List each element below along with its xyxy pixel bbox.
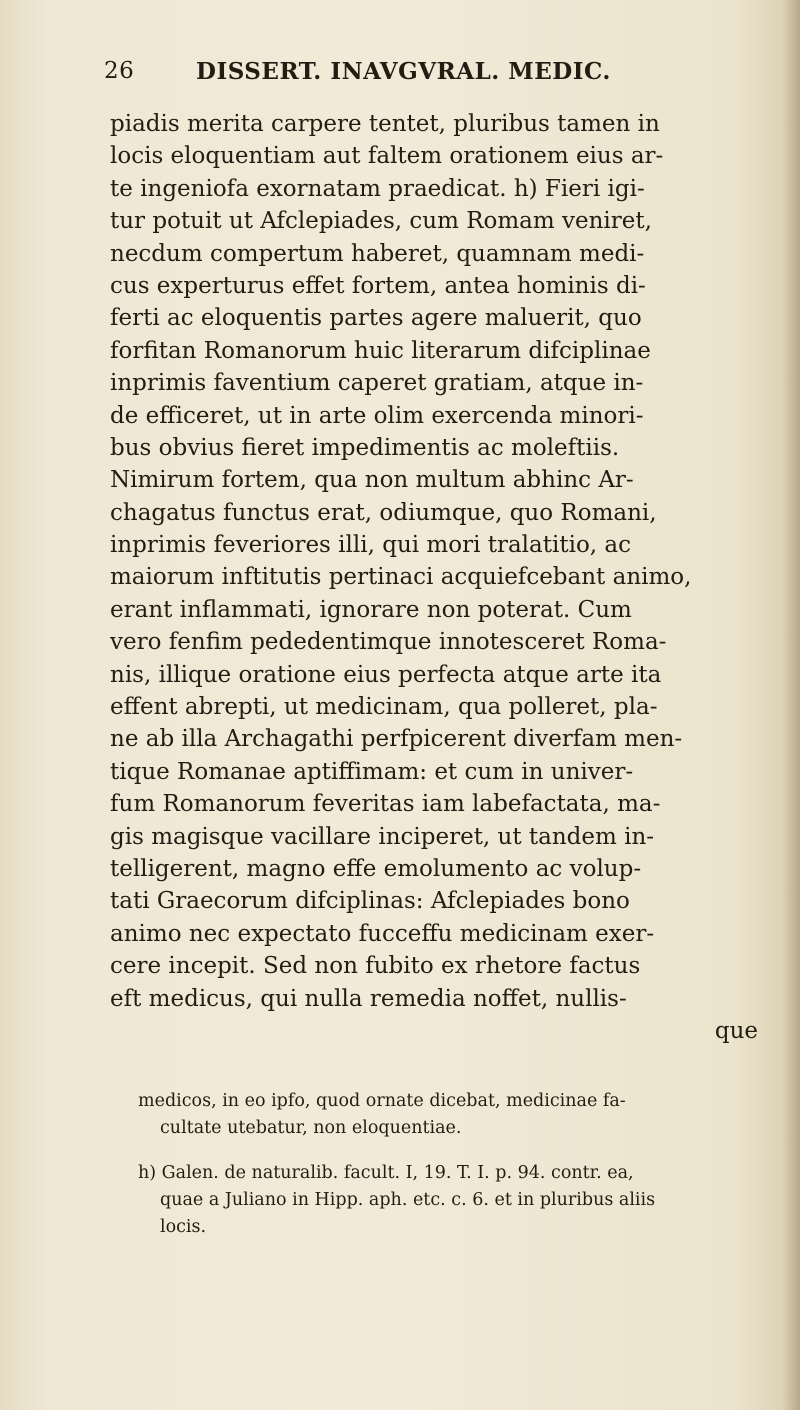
footnote-line: h) Galen. de naturalib. facult. I, 19. T. I. p. 94. contr. ea, <box>138 1163 634 1183</box>
text-line: Nimirum fortem, qua non multum abhinc Ar- <box>110 467 634 494</box>
footnote <box>138 1088 758 1142</box>
text-line: vero fenfim pededentimque innotesceret Roma- <box>110 629 667 656</box>
text-line: locis eloquentiam aut faltem orationem eius ar- <box>110 143 664 170</box>
text-line: de efficeret, ut in arte olim exercenda minori- <box>110 402 644 429</box>
text-line: fum Romanorum feveritas iam labefactata, ma- <box>110 791 661 818</box>
footnote-line: locis. <box>160 1217 207 1237</box>
text-line: eft medicus, qui nulla remedia noffet, nullis- <box>110 985 627 1012</box>
text-line: chagatus functus erat, odiumque, quo Romani, <box>110 499 657 526</box>
text-line: forfitan Romanorum huic literarum difciplinae <box>110 337 651 364</box>
page-number: 26 <box>104 58 135 84</box>
text-line: telligerent, magno effe emolumento ac volup- <box>110 855 642 882</box>
text-line: necdum compertum haberet, quamnam medi- <box>110 240 645 267</box>
text-line: cus experturus effet fortem, antea hominis di- <box>110 272 646 299</box>
text-line: tur potuit ut Afclepiades, cum Romam veniret, <box>110 208 652 235</box>
main-text <box>110 108 758 1047</box>
footnote-line: quae a Juliano in Hipp. aph. etc. c. 6. et in pluribus aliis <box>160 1190 656 1210</box>
text-line: ferti ac eloquentis partes agere maluerit, quo <box>110 305 642 332</box>
text-line: piadis merita carpere tentet, pluribus tamen in <box>110 111 660 137</box>
text-line: maiorum inftitutis pertinaci acquiefcebant animo, <box>110 564 692 591</box>
text-line: bus obvius fieret impedimentis ac moleftiis. <box>110 434 620 461</box>
page-edge <box>782 0 800 1410</box>
footnote-line: medicos, in eo ipfo, quod ornate dicebat, medicinae fa- <box>138 1091 626 1111</box>
text-line: animo nec expectato fucceffu medicinam exer- <box>110 920 655 947</box>
text-line: gis magisque vacillare inciperet, ut tandem in- <box>110 823 655 850</box>
text-line: inprimis faventium caperet gratiam, atque in- <box>110 370 644 397</box>
footnote <box>138 1160 758 1241</box>
text-line: ne ab illa Archagathi perfpicerent diverfam men- <box>110 726 683 753</box>
text-line: inprimis feveriores illi, qui mori tralatitio, ac <box>110 532 632 559</box>
text-line: tati Graecorum difciplinas: Afclepiades bono <box>110 888 630 915</box>
text-line: cere incepit. Sed non fubito ex rhetore factus <box>110 953 641 980</box>
running-header <box>104 58 704 92</box>
footnote-line: cultate utebatur, non eloquentiae. <box>160 1118 462 1138</box>
text-line: erant inflammati, ignorare non poterat. Cum <box>110 596 632 623</box>
text-line: te ingeniofa exornatam praedicat. h) Fieri igi- <box>110 175 645 202</box>
text-line: nis, illique oratione eius perfecta atque arte ita <box>110 661 662 688</box>
text-line: effent abrepti, ut medicinam, qua polleret, pla- <box>110 694 658 721</box>
text-line: tique Romanae aptiffimam: et cum in univer- <box>110 758 634 785</box>
running-title: DISSERT. INAVGVRAL. MEDIC. <box>196 58 611 85</box>
catchword: que <box>714 1017 758 1044</box>
